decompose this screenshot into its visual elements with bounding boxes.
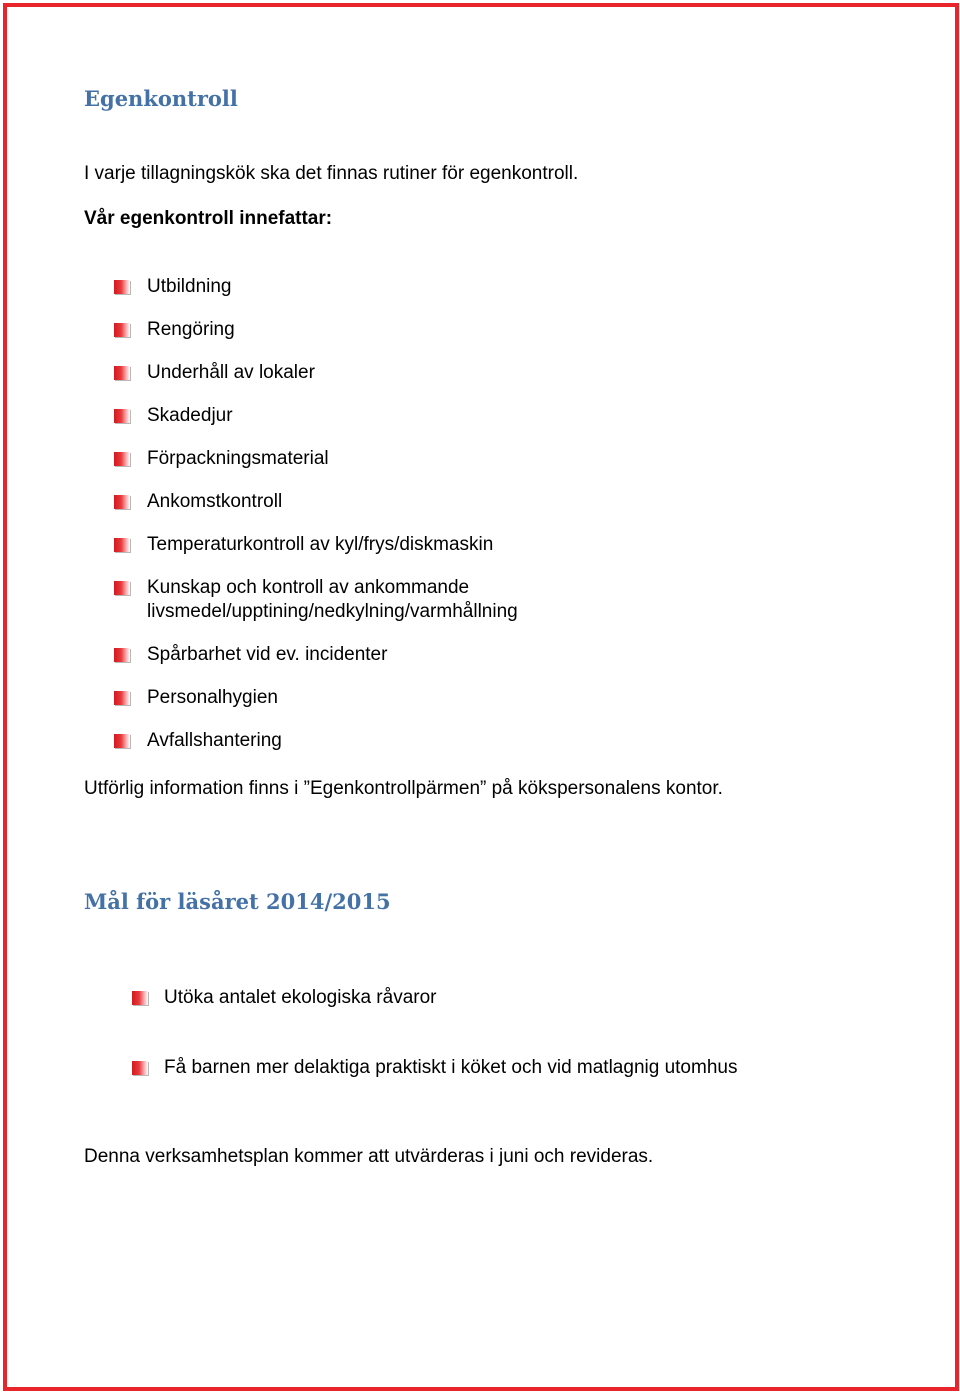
- list-item-text: Avfallshantering: [147, 730, 282, 751]
- list-item-text: Ankomstkontroll: [147, 491, 283, 512]
- list-item-text: Kunskap och kontroll av ankommande: [147, 577, 470, 598]
- red-square-bullet-icon: [132, 1061, 148, 1075]
- red-square-bullet-icon: [114, 452, 130, 466]
- section-heading-egenkontroll: Egenkontroll: [84, 86, 238, 111]
- red-square-bullet-icon: [114, 581, 130, 595]
- list-item-text: Få barnen mer delaktiga praktiskt i köket och vid matlagnig utomhus: [164, 1057, 738, 1078]
- intro-paragraph: I varje tillagningskök ska det finnas rutiner för egenkontroll.: [84, 163, 579, 184]
- red-square-bullet-icon: [114, 734, 130, 748]
- red-square-bullet-icon: [132, 991, 148, 1005]
- list-item-text: Personalhygien: [147, 687, 278, 708]
- list-item-text: Förpackningsmaterial: [147, 448, 329, 469]
- list-item-text: livsmedel/upptining/nedkylning/varmhållning: [147, 601, 518, 622]
- list-title: Vår egenkontroll innefattar:: [84, 208, 333, 229]
- section-heading-goals: Mål för läsåret 2014/2015: [84, 889, 391, 914]
- red-square-bullet-icon: [114, 409, 130, 423]
- list-item-text: Spårbarhet vid ev. incidenter: [147, 644, 388, 665]
- list-item-text: Utbildning: [147, 276, 232, 297]
- red-square-bullet-icon: [114, 280, 130, 294]
- list-item-text: Skadedjur: [147, 405, 233, 426]
- red-square-bullet-icon: [114, 366, 130, 380]
- info-paragraph: Utförlig information finns i ”Egenkontrollpärmen” på kökspersonalens kontor.: [84, 778, 723, 799]
- red-square-bullet-icon: [114, 691, 130, 705]
- list-item-text: Temperaturkontroll av kyl/frys/diskmaskin: [147, 534, 494, 555]
- red-square-bullet-icon: [114, 538, 130, 552]
- red-square-bullet-icon: [114, 495, 130, 509]
- red-square-bullet-icon: [114, 323, 130, 337]
- red-square-bullet-icon: [114, 648, 130, 662]
- list-item-text: Underhåll av lokaler: [147, 362, 315, 383]
- list-item-text: Utöka antalet ekologiska råvaror: [164, 987, 437, 1008]
- list-item-text: Rengöring: [147, 319, 235, 340]
- closing-paragraph: Denna verksamhetsplan kommer att utvärderas i juni och revideras.: [84, 1146, 654, 1167]
- goals-bullet-list: [132, 0, 932, 1396]
